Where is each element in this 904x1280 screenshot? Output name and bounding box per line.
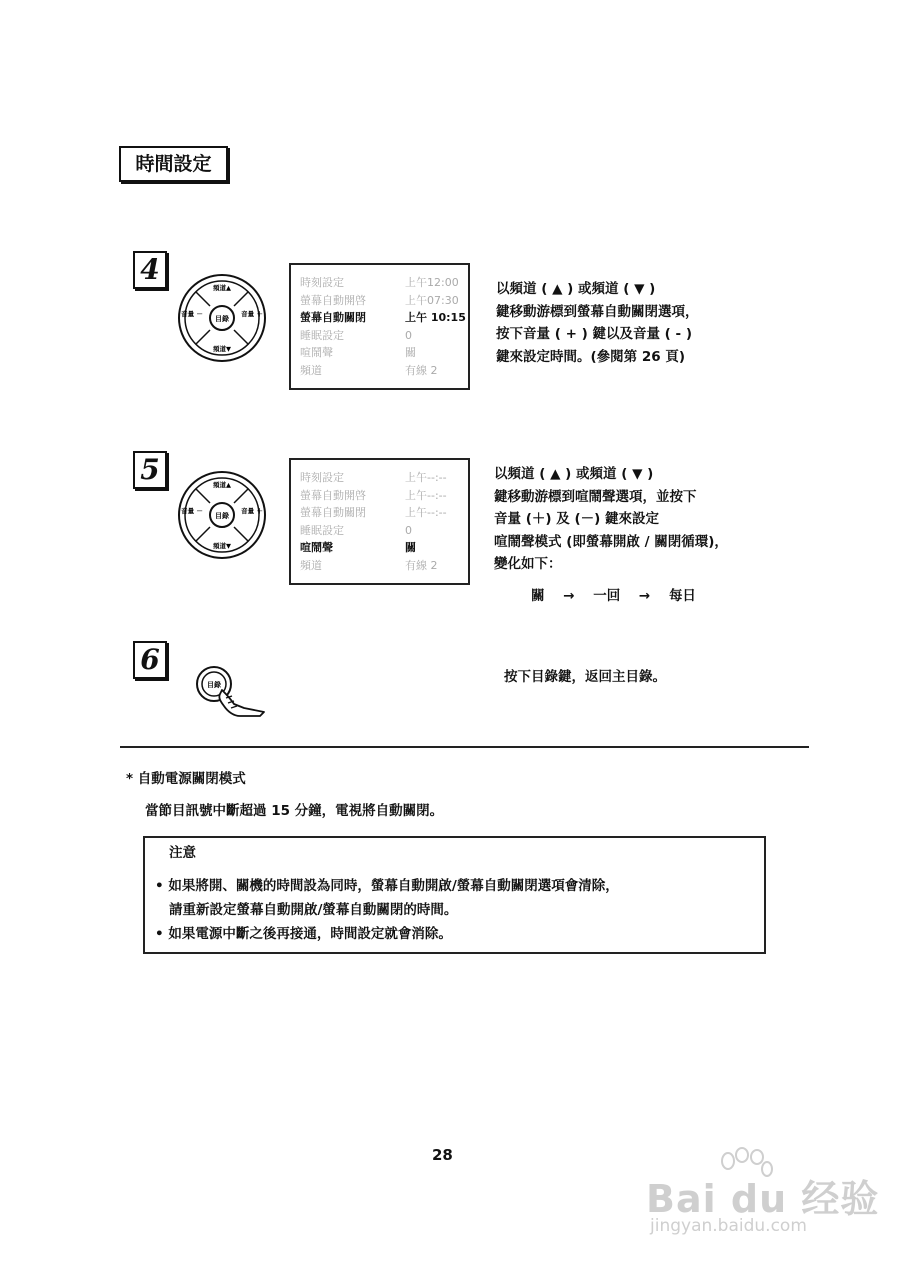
step-5-osd-menu <box>289 458 470 585</box>
section-divider <box>120 746 809 748</box>
left-button-label: 音量 － <box>181 310 203 318</box>
menu-row: 睡眠設定 0 <box>300 328 412 342</box>
section-title: 時間設定 <box>119 146 228 182</box>
step-4-number: 4 <box>133 251 167 289</box>
step-6-number: 6 <box>133 641 167 679</box>
menu-row: 頻道 有線 2 <box>300 363 438 377</box>
step-5-instructions: 以頻道 ( ▲ ) 或頻道 ( ▼ ) 鍵移動游標到喧鬧聲選項，並按下 音量 (＋) 及 (－) 鍵來設定 喧鬧聲模式 (即螢幕開啟 / 關閉循環)， 變化如下： <box>494 466 728 572</box>
chime-sequence: 關 → 一回 → 每日 <box>531 588 696 604</box>
step-4-osd-menu <box>289 263 470 390</box>
left-button-label: 音量 － <box>181 507 203 515</box>
note-bullet-continuation: 請重新設定螢幕自動開啟/螢幕自動關閉的時間。 <box>169 902 458 918</box>
up-button-label: 頻道▲ <box>213 481 231 489</box>
menu-button-label: 目錄 <box>207 681 221 689</box>
step-4-remote-pad <box>177 273 267 363</box>
menu-row: 螢幕自動開啓 上午07:30 <box>300 293 459 307</box>
right-button-label: 音量 ＋ <box>241 310 263 318</box>
center-button-label: 目錄 <box>215 315 229 323</box>
step-4-instructions: 以頻道 ( ▲ ) 或頻道 ( ▼ ) 鍵移動游標到螢幕自動關閉選項， 按下音量 ( + ) 鍵以及音量 ( - ) 鍵來設定時間。(參閱第 26 頁) <box>496 281 699 365</box>
step-6-instruction: 按下目錄鍵，返回主目錄。 <box>504 669 666 685</box>
note-bullet: • 如果將開、關機的時間設為同時，螢幕自動開啟/螢幕自動關閉選項會清除， <box>155 878 619 894</box>
right-button-label: 音量 ＋ <box>241 507 263 515</box>
note-bullet: • 如果電源中斷之後再接通，時間設定就會消除。 <box>155 926 452 942</box>
auto-power-text: 當節目訊號中斷超過 15 分鐘，電視將自動關閉。 <box>145 803 444 819</box>
menu-row: 螢幕自動關閉 上午--:-- <box>300 506 447 519</box>
menu-row: 睡眠設定 0 <box>300 523 412 537</box>
menu-row: 螢幕自動開啓 上午--:-- <box>300 488 447 502</box>
up-button-label: 頻道▲ <box>213 284 231 292</box>
menu-row: 時刻設定 上午--:-- <box>300 471 447 484</box>
down-button-label: 頻道▼ <box>213 542 231 550</box>
menu-row: 時刻設定 上午12:00 <box>300 276 459 289</box>
page-number: 28 <box>432 1146 453 1164</box>
watermark-brand: Bai du 经验 <box>646 1177 880 1221</box>
menu-row: 喧鬧聲 關 <box>300 346 416 359</box>
menu-row: 頻道 有線 2 <box>300 558 438 572</box>
step-5-remote-pad <box>177 470 267 560</box>
down-button-label: 頻道▼ <box>213 345 231 353</box>
menu-button-press-icon <box>190 660 270 720</box>
auto-power-title: * 自動電源關閉模式 <box>126 771 246 787</box>
center-button-label: 目錄 <box>215 512 229 520</box>
watermark-url: jingyan.baidu.com <box>650 1216 807 1236</box>
step-5-number: 5 <box>133 451 167 489</box>
note-title: 注意 <box>169 845 196 861</box>
menu-row-selected: 螢幕自動關閉 上午 10:15 <box>300 311 466 324</box>
note-box <box>143 836 766 954</box>
menu-row-selected: 喧鬧聲 關 <box>300 541 416 554</box>
